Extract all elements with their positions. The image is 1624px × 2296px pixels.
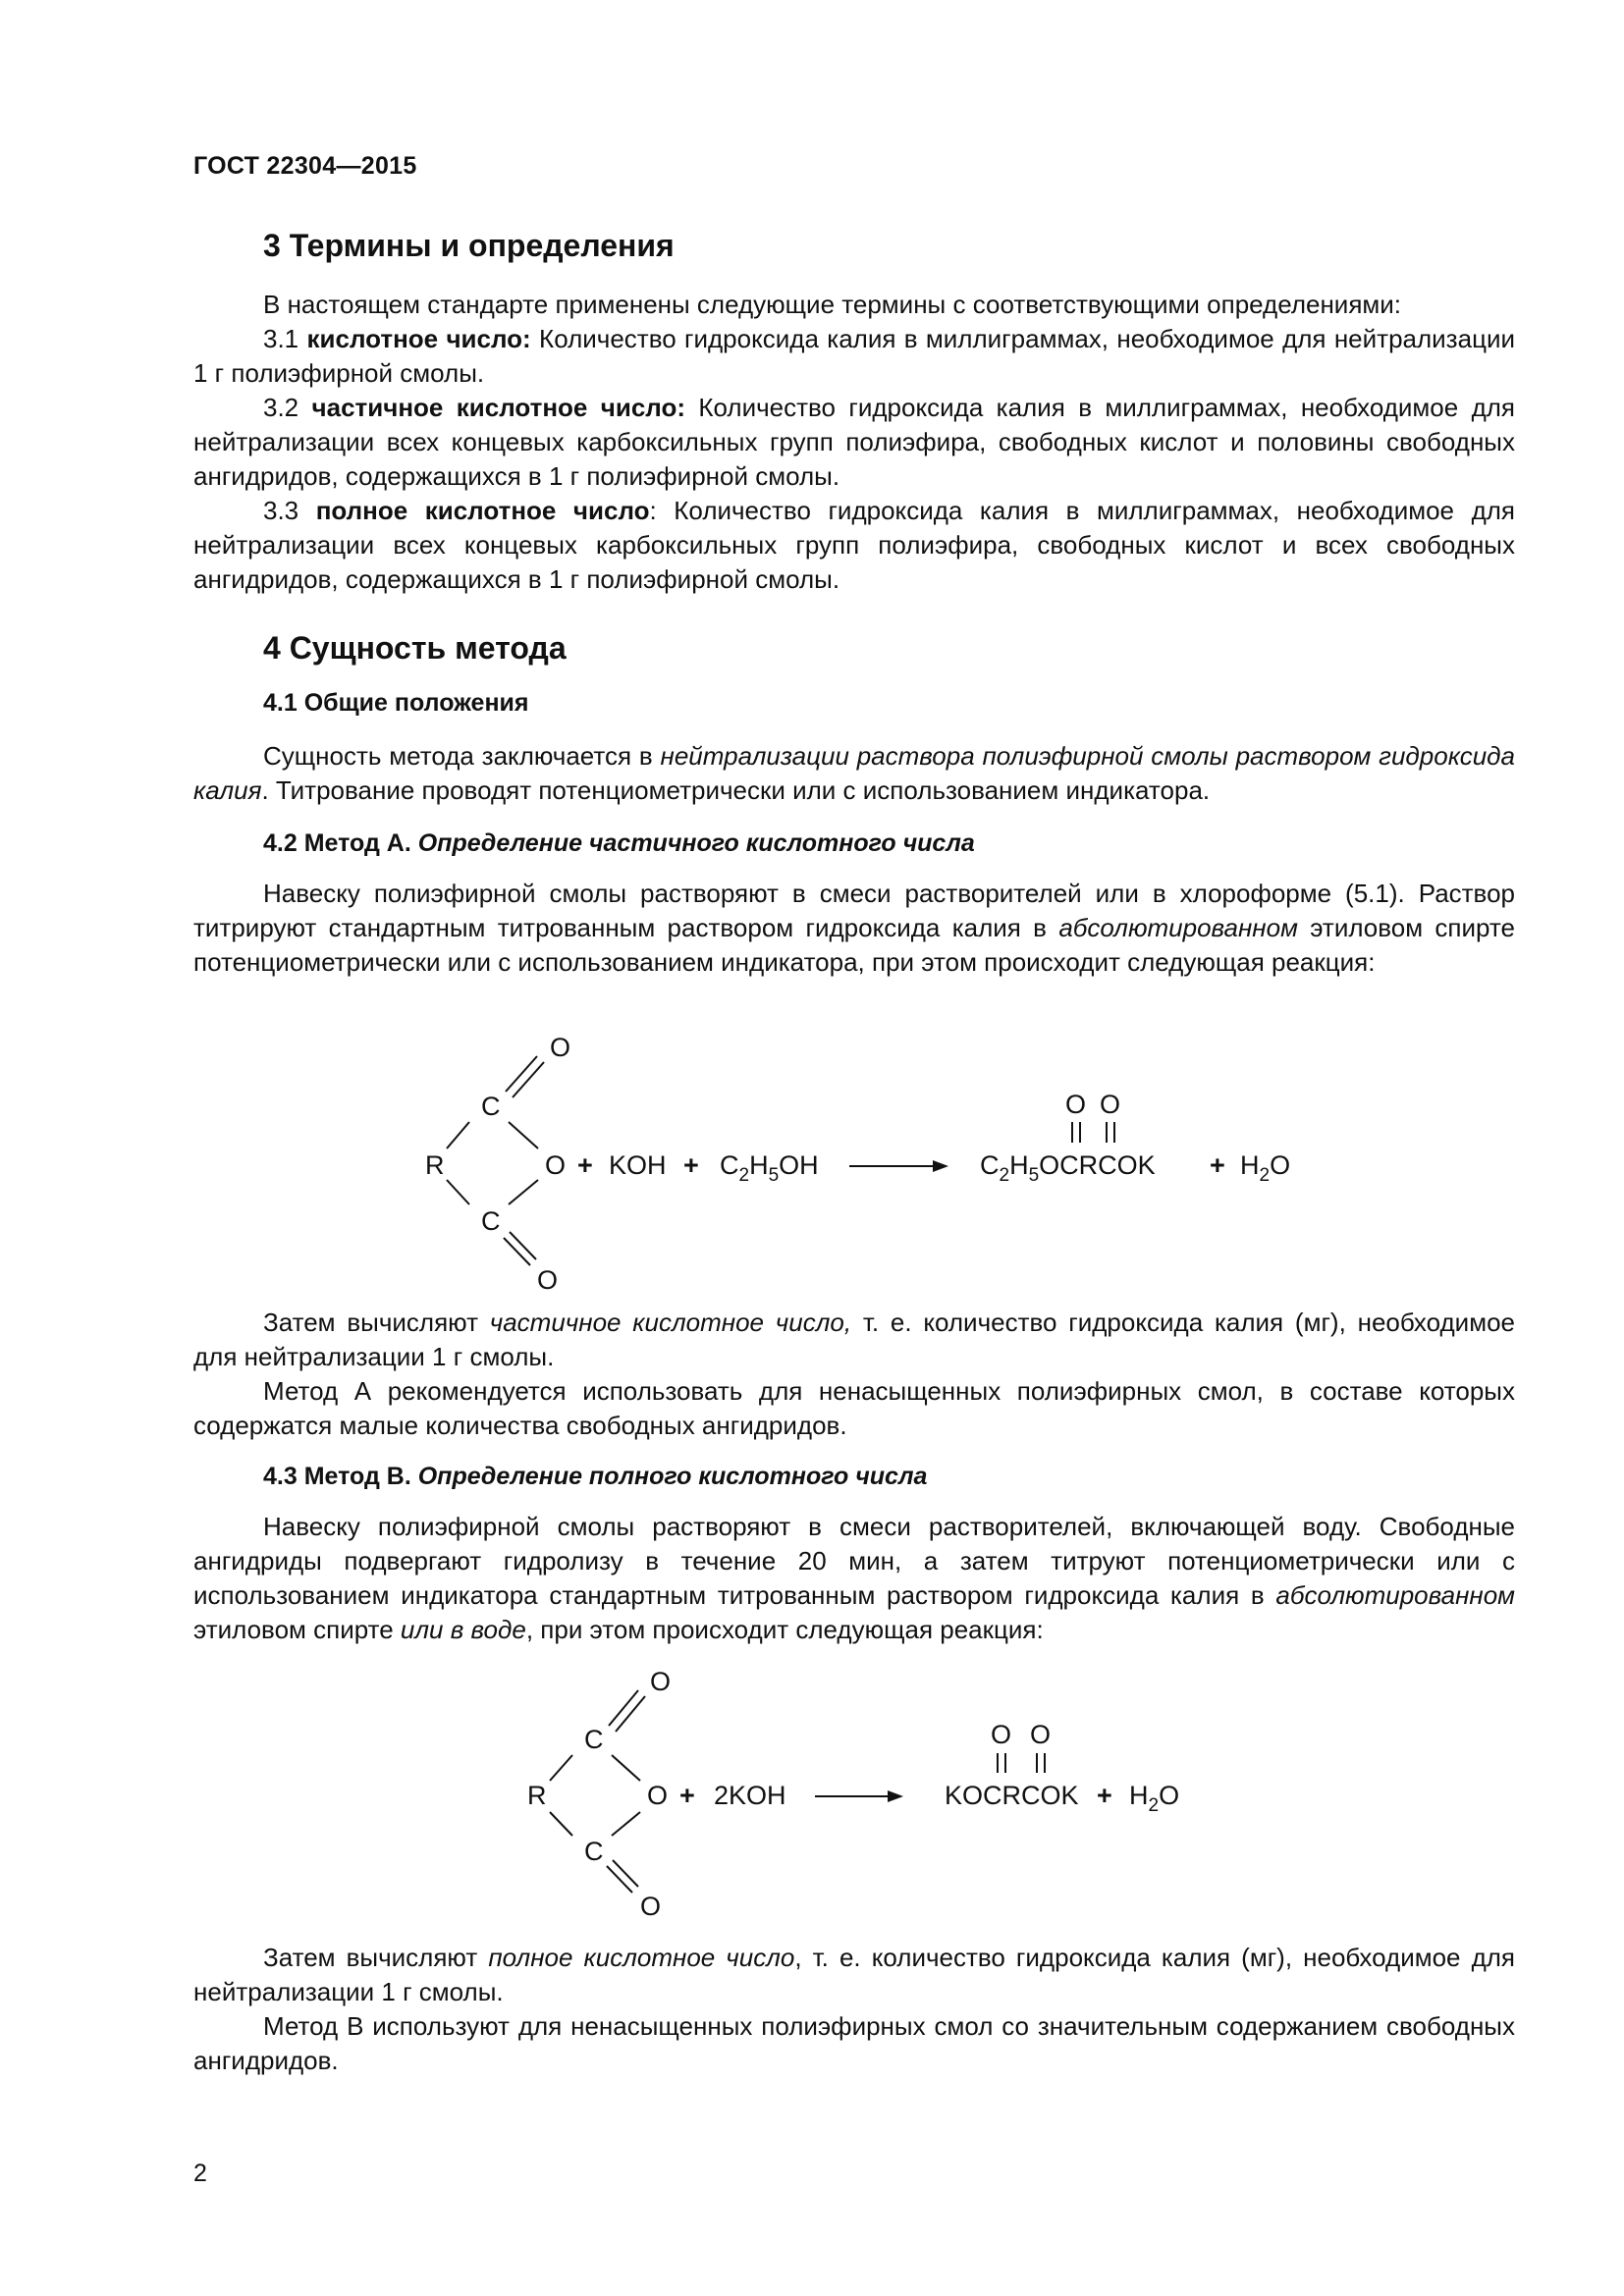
text-run-italic: или в воде xyxy=(400,1615,526,1644)
text-run: этиловом спирте потенциометрически или с использованием индикатора, при этом происходит следующая реакция: xyxy=(193,913,1515,977)
single-bond-line xyxy=(509,1122,538,1148)
double-bond-line xyxy=(607,1866,632,1893)
formula-part: OCRCOK xyxy=(1039,1150,1156,1180)
document-code: ГОСТ 22304—2015 xyxy=(193,152,417,180)
term-name: кислотное число: xyxy=(306,324,531,353)
double-bond-line xyxy=(613,1860,638,1887)
formula-part: OH xyxy=(779,1150,819,1180)
reaction-2-diagram xyxy=(0,1657,1624,1922)
reaction-1-diagram xyxy=(0,1021,1624,1296)
text-run: . Титрование проводят потенциометрически или с использованием индикатора. xyxy=(261,775,1211,805)
plus-sign: + xyxy=(683,1150,699,1180)
term-name: полное кислотное число xyxy=(315,496,650,525)
plus-sign: + xyxy=(1097,1781,1112,1810)
term-number: 3.3 xyxy=(263,496,316,525)
single-bond-line xyxy=(447,1122,469,1148)
reaction-atom: C xyxy=(481,1092,501,1121)
formula-part: C xyxy=(980,1150,1000,1180)
reagent-koh: 2KOH xyxy=(714,1781,786,1810)
reaction-atom: O xyxy=(647,1781,669,1810)
heading-number: 4.3 Метод В. xyxy=(263,1463,411,1490)
term-definition: Количество гидроксида калия в миллиграммах, необходимое для нейтрализации 1 г полиэфирной смолы. xyxy=(193,324,1516,388)
subsection-4-3-result xyxy=(193,1941,1515,2009)
product-oxygen: O xyxy=(1030,1720,1052,1749)
subsection-4-3-heading xyxy=(263,1463,927,1491)
reaction-atom: C xyxy=(584,1837,604,1866)
plus-sign: + xyxy=(1210,1150,1225,1180)
formula-part: H xyxy=(1240,1150,1260,1180)
reaction-atom: C xyxy=(584,1725,604,1754)
product-oxygen: O xyxy=(1100,1090,1121,1119)
single-bond-line xyxy=(612,1755,640,1781)
reaction-atom: O xyxy=(537,1265,559,1295)
text-run-italic: абсолютированном xyxy=(1058,913,1298,942)
single-bond-line xyxy=(509,1180,538,1204)
reaction-arrow-head xyxy=(888,1790,903,1802)
reaction-atom: O xyxy=(650,1667,672,1696)
formula-subscript: 5 xyxy=(1028,1165,1040,1186)
formula-subscript: 5 xyxy=(768,1165,780,1186)
formula-part: C xyxy=(720,1150,739,1180)
text-run: т. е. количество гидроксида калия (мг), необходимое для нейтрализации 1 г смолы. xyxy=(193,1308,1515,1371)
product-salt: KOCRCOK xyxy=(945,1781,1079,1810)
term-definition: : Количество гидроксида калия в миллиграммах, необходимое для нейтрализации всех концевых карбоксильных групп полиэфира, свободных кислот и всех свободных ангидридов, содержащихся в 1 г полиэфирной смолы. xyxy=(193,496,1515,594)
text-run-italic: нейтрализации раствора полиэфирной смолы раствором гидроксида калия xyxy=(193,741,1516,805)
text-run: Сущность метода заключается в xyxy=(263,741,661,771)
formula-subscript: 2 xyxy=(999,1165,1010,1186)
term-3-2 xyxy=(193,391,1515,494)
term-number: 3.1 xyxy=(263,324,307,353)
reaction-atom: O xyxy=(640,1892,662,1921)
term-3-1 xyxy=(193,322,1515,391)
formula-subscript: 2 xyxy=(1148,1795,1160,1816)
text-run: , т. е. количество гидроксида калия (мг), необходимое для нейтрализации 1 г смолы. xyxy=(193,1943,1516,2006)
reagent-koh: KOH xyxy=(609,1150,667,1180)
heading-title: Определение полного кислотного числа xyxy=(410,1463,928,1490)
text-run: Затем вычисляют xyxy=(263,1308,490,1337)
subsection-4-2-result xyxy=(193,1306,1515,1374)
plus-sign: + xyxy=(577,1150,593,1180)
single-bond-line xyxy=(612,1812,640,1836)
double-bond-line xyxy=(504,1238,530,1265)
formula-part: H xyxy=(1129,1781,1149,1810)
text-run: этиловом спирте xyxy=(193,1615,401,1644)
heading-title: Определение частичного кислотного числа xyxy=(410,829,975,857)
text-run: Затем вычисляют xyxy=(263,1943,489,1972)
term-definition: Количество гидроксида калия в миллиграммах, необходимое для нейтрализации всех концевых карбоксильных групп полиэфира, свободных кислот и половины свободных ангидридов, содержащихся в 1 г полиэфирной смолы. xyxy=(193,393,1516,491)
formula-part: H xyxy=(1009,1150,1029,1180)
section-3-intro: В настоящем стандарте применены следующие термины с соответствующими определениями: xyxy=(263,290,1402,319)
text-run-italic: абсолютированном xyxy=(1275,1580,1515,1610)
subsection-4-1-heading: 4.1 Общие положения xyxy=(263,689,529,717)
reaction-atom: R xyxy=(425,1150,445,1180)
text-run: Навеску полиэфирной смолы растворяют в смеси растворителей или в хлороформе (5.1). Раствор титрируют стандартным титрованным раствором гидроксида калия в xyxy=(193,879,1515,942)
section-3-heading: 3 Термины и определения xyxy=(263,228,675,263)
formula-part: H xyxy=(749,1150,769,1180)
subsection-4-2-heading xyxy=(263,829,975,858)
reagent-ethanol xyxy=(720,1150,819,1186)
product-oxygen: O xyxy=(991,1720,1012,1749)
subsection-4-3-text xyxy=(193,1510,1515,1647)
reaction-atom: R xyxy=(527,1781,547,1810)
single-bond-line xyxy=(447,1180,469,1204)
product-oxygen: O xyxy=(1065,1090,1087,1119)
text-run-italic: частичное кислотное число, xyxy=(489,1308,852,1337)
reaction-atom: O xyxy=(545,1150,567,1180)
reaction-arrow-head xyxy=(933,1160,948,1172)
section-4-heading: 4 Сущность метода xyxy=(263,630,567,666)
double-bond-line xyxy=(616,1696,645,1732)
reaction-atom: O xyxy=(550,1033,571,1062)
plus-sign: + xyxy=(679,1781,695,1810)
term-number: 3.2 xyxy=(263,393,312,422)
subsection-4-3-usage: Метод В используют для ненасыщенных полиэфирных смол со значительным содержанием свободных ангидридов. xyxy=(193,2011,1515,2075)
product-water xyxy=(1129,1781,1179,1816)
text-run: , при этом происходит следующая реакция: xyxy=(525,1615,1044,1644)
formula-part: O xyxy=(1270,1150,1291,1180)
reaction-atom: C xyxy=(481,1206,501,1236)
single-bond-line xyxy=(550,1755,572,1781)
subsection-4-1-text xyxy=(193,739,1515,808)
subsection-4-2-recommendation: Метод А рекомендуется использовать для ненасыщенных полиэфирных смол, в составе которых содержатся малые количества свободных ангидридов. xyxy=(193,1376,1515,1440)
product-ester-salt xyxy=(980,1150,1156,1186)
term-name: частичное кислотное число: xyxy=(311,393,686,422)
formula-subscript: 2 xyxy=(738,1165,750,1186)
subsection-4-2-text xyxy=(193,877,1515,980)
term-3-3 xyxy=(193,494,1515,597)
product-water xyxy=(1240,1150,1290,1186)
heading-number: 4.2 Метод А. xyxy=(263,829,411,857)
double-bond-line xyxy=(609,1690,638,1726)
text-run-italic: полное кислотное число xyxy=(488,1943,795,1972)
single-bond-line xyxy=(550,1812,572,1836)
double-bond-line xyxy=(510,1232,536,1259)
formula-part: O xyxy=(1159,1781,1180,1810)
formula-subscript: 2 xyxy=(1259,1165,1271,1186)
page-number: 2 xyxy=(193,2160,207,2187)
text-run: Навеску полиэфирной смолы растворяют в смеси растворителей, включающей воду. Свободные ангидриды подвергают гидролизу в течение 20 мин, а затем титруют потенциометрически или с использованием индикатора стандартным титрованным раствором гидроксида калия в xyxy=(193,1512,1515,1610)
